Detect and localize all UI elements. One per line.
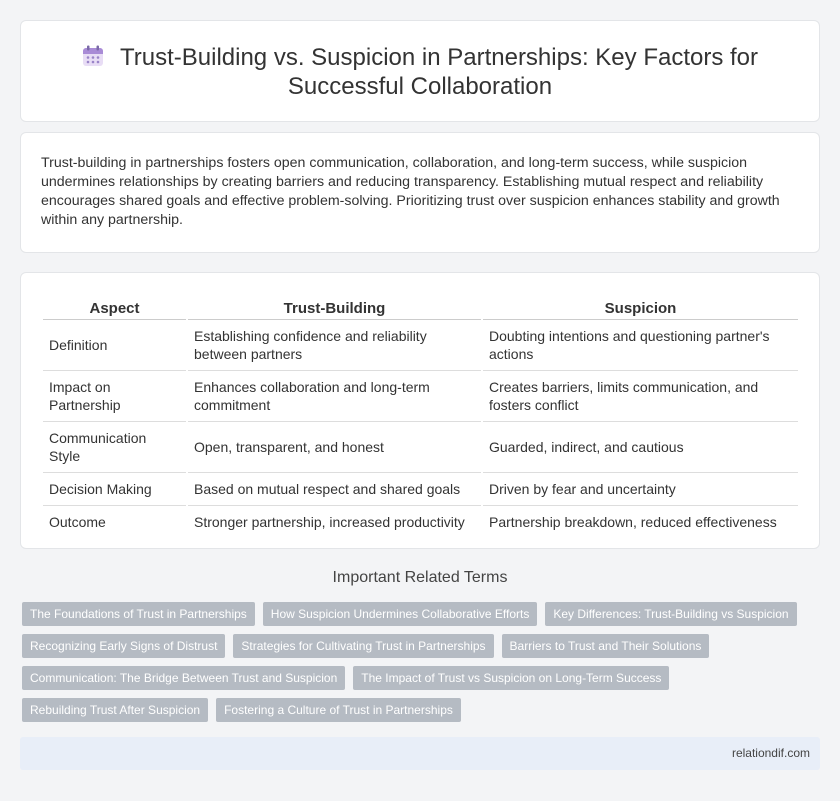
calendar-icon [82,45,104,67]
comparison-table [43,295,798,538]
table-row [43,320,798,371]
table-cell: Creates barriers, limits communication, and fosters conflict [482,371,798,422]
column-header: Suspicion [482,295,798,320]
table-cell: Decision Making [43,473,187,506]
table-cell: Based on mutual respect and shared goals [187,473,482,506]
footer-site-link[interactable]: relationdif.com [731,746,810,760]
comparison-card [20,272,820,549]
table-cell: Open, transparent, and honest [187,422,482,473]
footer [20,737,820,770]
column-header: Trust-Building [187,295,482,320]
related-term-tag[interactable]: Strategies for Cultivating Trust in Partnerships [233,634,493,658]
table-cell: Outcome [49,514,106,530]
table-cell: Impact on Partnership [43,371,187,422]
table-header-row [43,295,798,320]
related-term-tag[interactable]: The Foundations of Trust in Partnerships [22,602,255,626]
table-cell: Doubting intentions and questioning partner's actions [482,320,798,371]
table-row [43,371,798,422]
table-row [43,506,798,539]
table-cell: Partnership breakdown, reduced effectiveness [482,506,798,539]
intro-paragraph: Trust-building in partnerships fosters open communication, collaboration, and long-term success, while suspicion undermines relationships by creating barriers and reducing transparency. Establishing mutual respect and reliability encourages shared goals and effective problem-solving. Prioritizing trust over suspicion enhances stability and growth within any partnership. [41,155,780,228]
related-term-tag[interactable]: Key Differences: Trust-Building vs Suspicion [545,602,796,626]
table-row [43,422,798,473]
table-cell: Enhances collaboration and long-term commitment [187,371,482,422]
related-term-tag[interactable]: Recognizing Early Signs of Distrust [22,634,225,658]
related-term-tag[interactable]: Communication: The Bridge Between Trust and Suspicion [22,666,345,690]
page-title [21,43,819,101]
page-title-wrap [21,43,819,101]
page-title-text: Trust-Building vs. Suspicion in Partnerships: Key Factors for Successful Collaboration [119,44,759,100]
related-term-tag[interactable]: The Impact of Trust vs Suspicion on Long-Term Success [353,666,669,690]
table-cell: Stronger partnership, increased productivity [187,506,482,539]
related-terms-list [22,602,812,722]
related-term-tag[interactable]: Barriers to Trust and Their Solutions [502,634,710,658]
table-cell: Definition [43,320,187,371]
table-cell: Establishing confidence and reliability between partners [187,320,482,371]
table-cell: Communication Style [43,422,187,473]
intro-card [20,132,820,253]
related-term-tag[interactable]: Fostering a Culture of Trust in Partnerships [216,698,461,722]
table-cell: Guarded, indirect, and cautious [482,422,798,473]
related-terms-heading: Important Related Terms [332,569,508,586]
title-card [20,20,820,122]
table-row [43,473,798,506]
related-term-tag[interactable]: Rebuilding Trust After Suspicion [22,698,208,722]
related-term-tag[interactable]: How Suspicion Undermines Collaborative Efforts [263,602,538,626]
column-header: Aspect [43,295,187,320]
table-cell: Driven by fear and uncertainty [482,473,798,506]
